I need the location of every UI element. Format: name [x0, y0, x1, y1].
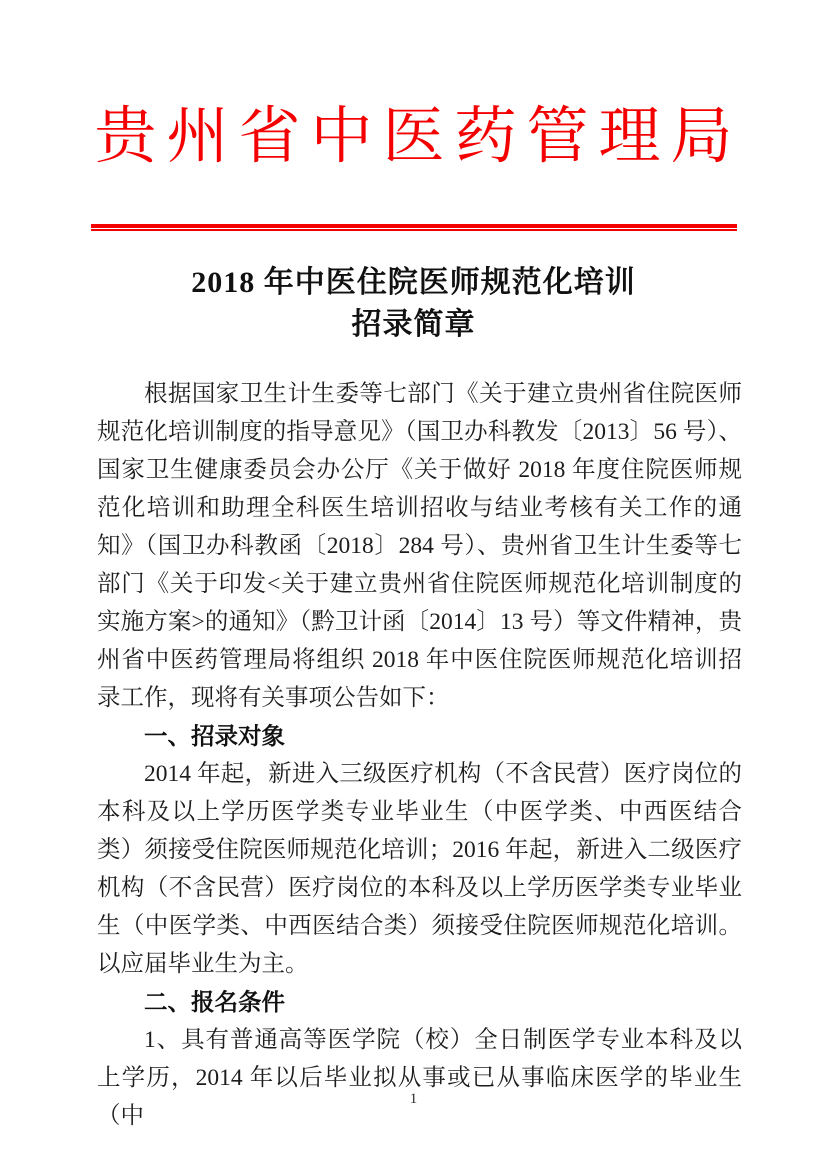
document-title-line1: 2018 年中医住院医师规范化培训	[191, 266, 636, 299]
section-heading-recruitment-targets: 一、招录对象	[144, 723, 285, 749]
letterhead-divider	[91, 224, 737, 231]
letterhead	[0, 102, 827, 231]
document-title	[0, 262, 827, 346]
org-name-title: 贵州省中医药管理局	[94, 103, 743, 171]
page-footer	[0, 1092, 827, 1107]
section-application-requirements-paragraph: 1、具有普通高等医学院（校）全日制医学专业本科及以上学历，2014 年以后毕业拟从事或已从事临床医学的毕业生（中	[97, 1027, 742, 1129]
document-title-line2: 招录简章	[351, 308, 476, 341]
page-number: 1	[409, 1091, 418, 1107]
section-recruitment-targets-paragraph: 2014 年起，新进入三级医疗机构（不含民营）医疗岗位的本科及以上学历医学类专业毕业生（中医学类、中西医结合类）须接受住院医师规范化培训；2016 年起，新进入二级医疗机构（不含民营）医疗岗位的本科及以上学历医学类专业毕业生（中医学类、中西医结合类）须接受住院医师规范化培训。以应届毕业生为主。	[97, 761, 742, 977]
intro-paragraph: 根据国家卫生计生委等七部门《关于建立贵州省住院医师规范化培训制度的指导意见》（国卫办科教发〔2013〕56 号）、国家卫生健康委员会办公厅《关于做好 2018 年度住院医师规范化培训和助理全科医生培训招收与结业考核有关工作的通知》（国卫办科教函〔2018〕284 号）、贵州省卫生计生委等七部门《关于印发<关于建立贵州省住院医师规范化培训制度的实施方案>的通知》（黔卫计函〔2014〕13 号）等文件精神，贵州省中医药管理局将组织 2018 年中医住院医师规范化培训招录工作，现将有关事项公告如下：	[97, 381, 742, 711]
section-heading-application-requirements: 二、报名条件	[144, 989, 285, 1015]
